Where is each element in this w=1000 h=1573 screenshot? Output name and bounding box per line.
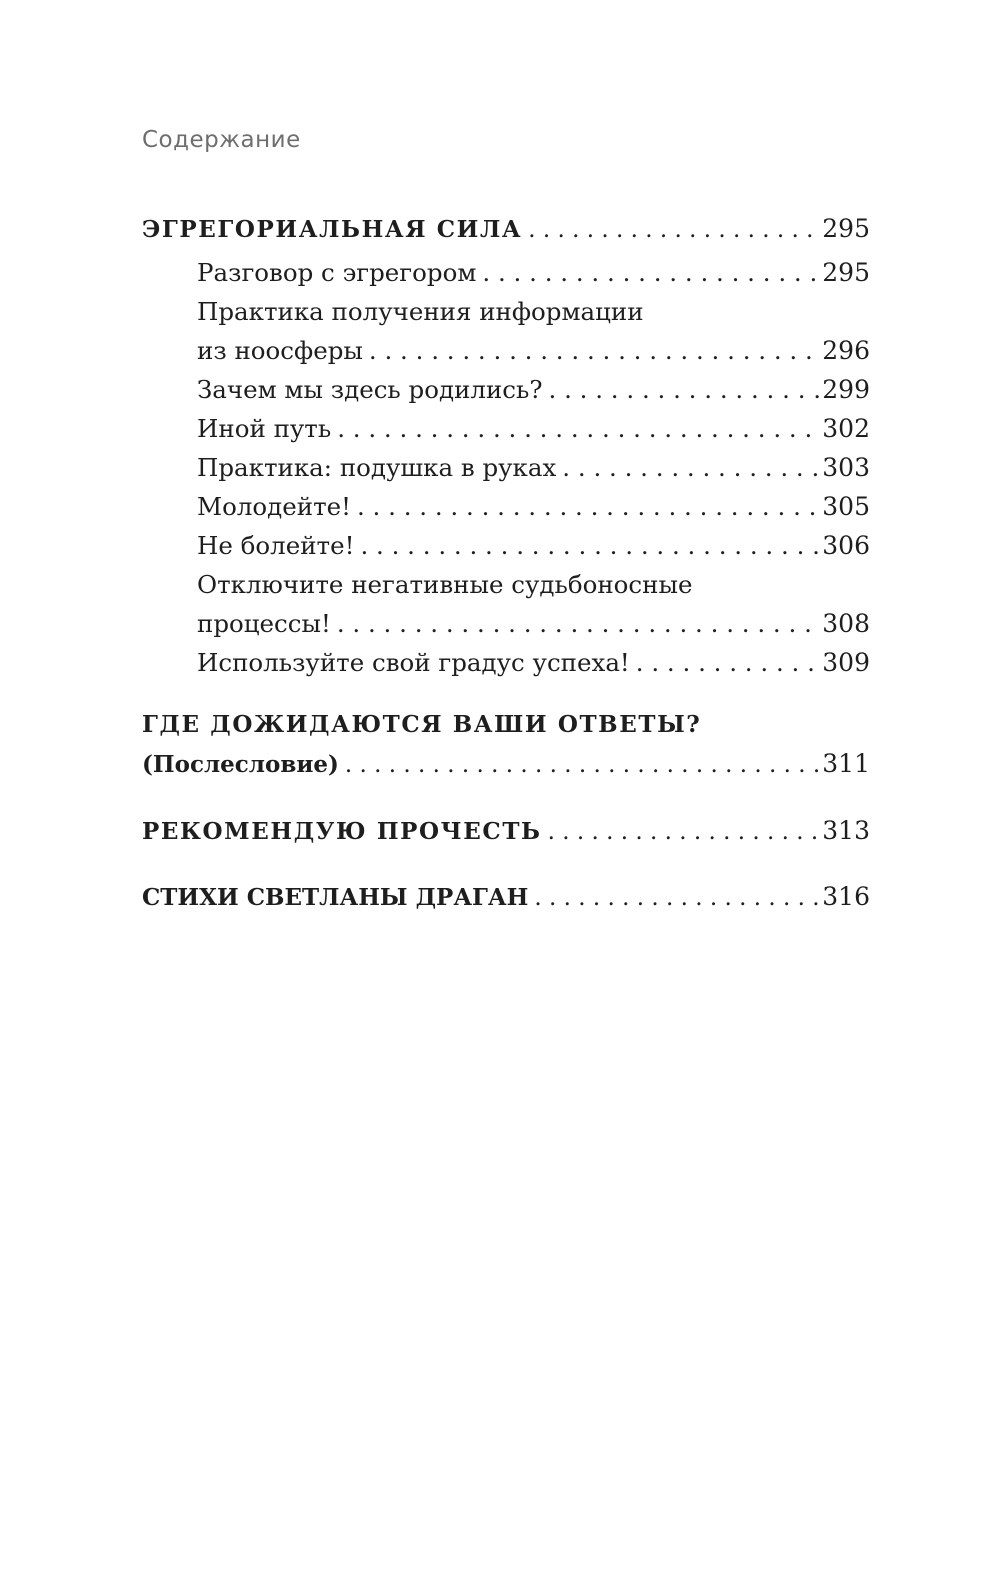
- toc-page-number: 303: [822, 453, 870, 482]
- toc-entry-subsection[interactable]: [197, 292, 870, 370]
- toc-entry-subsection[interactable]: [197, 370, 870, 409]
- toc-entry-section[interactable]: [142, 811, 870, 852]
- dot-leader: [369, 331, 820, 370]
- toc-entry-title-continued: из ноосферы: [197, 336, 363, 365]
- toc-entry-subsection[interactable]: [197, 448, 870, 487]
- toc-entry-title-continued: (Послесловие): [142, 751, 339, 778]
- toc-page-number: 302: [822, 414, 870, 443]
- toc-page-number: 311: [822, 749, 870, 778]
- dot-leader: [528, 211, 820, 250]
- toc-entry-title: Отключите негативные судьбоносные: [197, 570, 693, 599]
- toc-entry-section[interactable]: [142, 209, 870, 250]
- toc-page-number: 299: [822, 375, 870, 404]
- toc-page-number: 306: [822, 531, 870, 560]
- toc-entry-title: Практика получения информации: [197, 297, 644, 326]
- toc-entry-title: РЕКОМЕНДУЮ ПРОЧЕСТЬ: [142, 818, 542, 845]
- dot-leader: [549, 370, 821, 409]
- toc-entry-subsection[interactable]: [197, 526, 870, 565]
- dot-leader: [345, 746, 820, 785]
- toc-page-number: 313: [822, 816, 870, 845]
- toc-page-number: 295: [822, 258, 870, 287]
- toc-entry-title: Не болейте!: [197, 531, 355, 560]
- toc-entry-subsection[interactable]: [197, 643, 870, 682]
- dot-leader: [548, 813, 821, 852]
- toc-entry-subsection[interactable]: [197, 409, 870, 448]
- toc-page-number: 296: [822, 336, 870, 365]
- toc-entry-title: Молодейте!: [197, 492, 351, 521]
- dot-leader: [482, 253, 820, 292]
- toc-entry-title: ЭГРЕГОРИАЛЬНАЯ СИЛА: [142, 216, 523, 243]
- toc-entry-subsection[interactable]: [197, 253, 870, 292]
- toc-entry-section[interactable]: [142, 877, 870, 918]
- toc-entry-section[interactable]: [142, 705, 870, 785]
- toc-entry-subsection[interactable]: [197, 487, 870, 526]
- toc-entry-title: Практика: подушка в руках: [197, 453, 557, 482]
- dot-leader: [357, 487, 820, 526]
- dot-leader: [337, 409, 820, 448]
- toc-entry-title: СТИХИ СВЕТЛАНЫ ДРАГАН: [142, 884, 529, 911]
- toc-page-number: 305: [822, 492, 870, 521]
- toc-entry-title: Зачем мы здесь родились?: [197, 375, 543, 404]
- toc-entry-subsection[interactable]: [197, 565, 870, 643]
- toc-page-number: 295: [822, 214, 870, 243]
- toc-entry-title-continued: процессы!: [197, 609, 331, 638]
- dot-leader: [337, 604, 820, 643]
- dot-leader: [636, 643, 821, 682]
- toc-page-number: 309: [822, 648, 870, 677]
- toc-entry-title: Используйте свой градус успеха!: [197, 648, 630, 677]
- toc-page-number: 308: [822, 609, 870, 638]
- table-of-contents: [142, 209, 870, 918]
- toc-page-number: 316: [822, 882, 870, 911]
- toc-entry-title: Разговор с эгрегором: [197, 258, 477, 287]
- toc-entry-title: ГДЕ ДОЖИДАЮТСЯ ВАШИ ОТВЕТЫ?: [142, 711, 702, 738]
- dot-leader: [562, 448, 820, 487]
- running-head: Содержание: [142, 127, 301, 153]
- dot-leader: [360, 526, 820, 565]
- toc-entry-title: Иной путь: [197, 414, 332, 443]
- dot-leader: [534, 879, 820, 918]
